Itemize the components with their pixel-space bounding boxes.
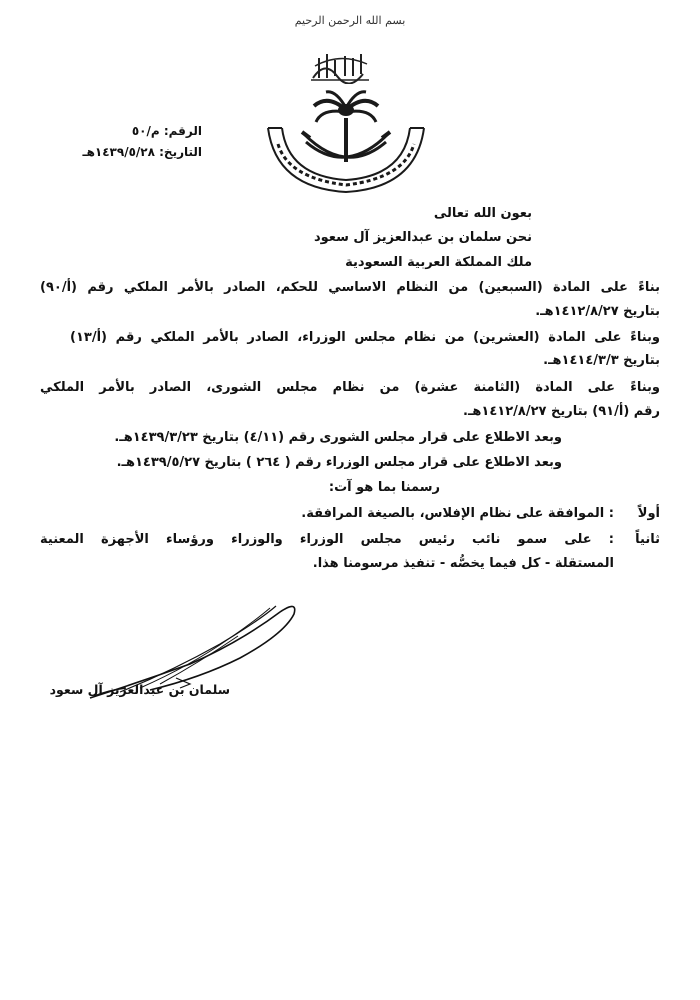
- clause-1-line-1: بناءً على المادة (السبعين) من النظام الاساسي للحكم، الصادر بالأمر الملكي رقم (أ/٩٠): [40, 280, 660, 295]
- article-2-text-line-1: : على سمو نائب رئيس مجلس الوزراء والوزراء ورؤساء الأجهزة المعنية: [40, 532, 614, 547]
- cabinet-review-line: وبعد الاطلاع على قرار مجلس الوزراء رقم ( ٢٦٤ ) بتاريخ ١٤٣٩/٥/٢٧هـ.: [116, 455, 562, 470]
- decree-date: التاريخ: ١٤٣٩/٥/٢٨هـ: [82, 145, 202, 159]
- shahada-calligraphy: [305, 48, 375, 84]
- emblem: [258, 88, 434, 198]
- article-2-label: ثانياً: [635, 532, 660, 547]
- clause-2-line-1: وبناءً على المادة (العشرين) من نظام مجلس الوزراء، الصادر بالأمر الملكي رقم (أ/١٣): [70, 330, 660, 345]
- clause-3-line-2: رقم (أ/٩١) بتاريخ ١٤١٢/٨/٢٧هـ.: [463, 404, 660, 419]
- clause-3-line-1: وبناءً على المادة (الثامنة عشرة) من نظام مجلس الشورى، الصادر بالأمر الملكي: [40, 380, 660, 395]
- article-1-text: : الموافقة على نظام الإفلاس، بالصيغة المرافقة.: [301, 506, 614, 521]
- signatory-name: سلمان بن عبدالعزيز آل سعود: [49, 682, 230, 697]
- article-2-text-line-2: المستقلة - كل فيما يخصُّه - تنفيذ مرسومنا هذا.: [312, 556, 614, 571]
- basmala: بسم الله الرحمن الرحيم: [294, 14, 406, 27]
- decree-intro: رسمنا بما هو آت:: [328, 480, 440, 495]
- article-1-label: أولاً: [637, 506, 660, 521]
- preamble-line-1: بعون الله تعالى: [433, 206, 532, 221]
- emblem-ring-text: [434, 88, 435, 89]
- preamble-line-2: نحن سلمان بن عبدالعزيز آل سعود: [313, 230, 532, 245]
- decree-number: الرقم: م/٥٠: [131, 124, 202, 138]
- shura-review-line: وبعد الاطلاع على قرار مجلس الشورى رقم (٤/١١) بتاريخ ١٤٣٩/٣/٢٣هـ.: [114, 430, 562, 445]
- clause-1-line-2: بتاريخ ١٤١٢/٨/٢٧هـ.: [535, 304, 660, 319]
- clause-2-line-2: بتاريخ ١٤١٤/٣/٣هـ.: [543, 353, 660, 368]
- shahada-calligraphy-graphic: [305, 48, 375, 84]
- palm-and-swords-emblem: [258, 88, 434, 198]
- preamble-line-3: ملك المملكة العربية السعودية: [345, 255, 532, 270]
